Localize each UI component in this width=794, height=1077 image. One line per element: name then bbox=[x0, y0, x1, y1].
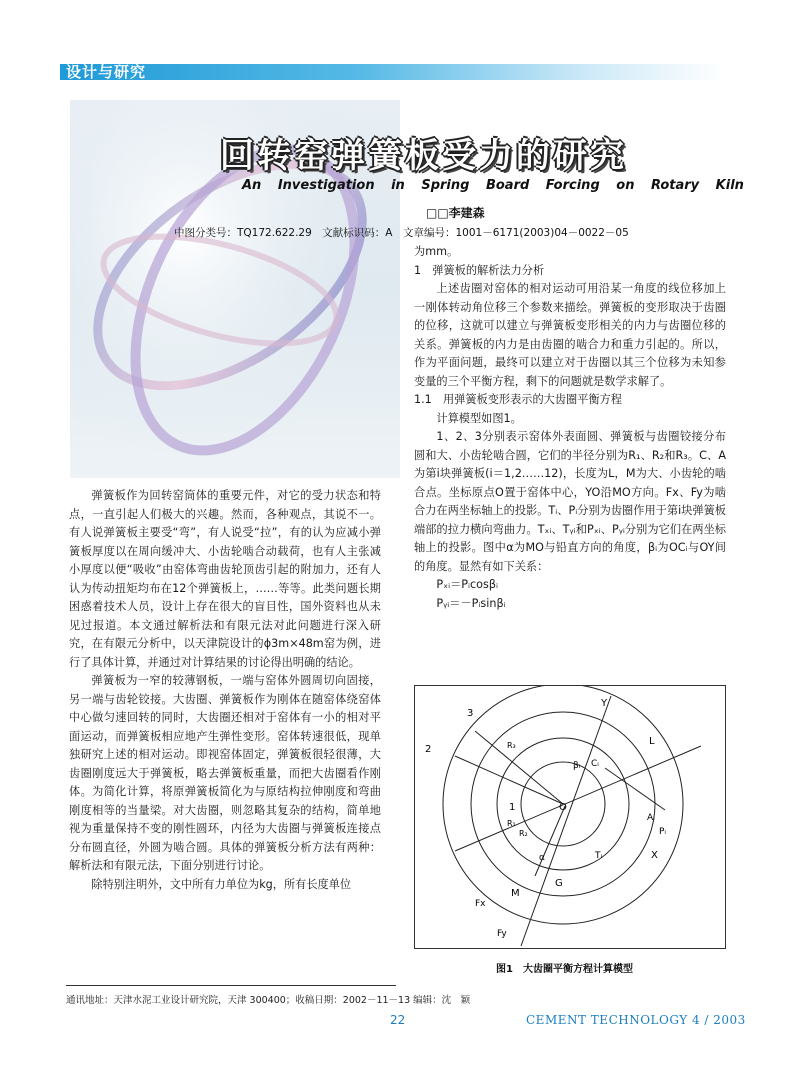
label-pi: Pᵢ bbox=[659, 827, 667, 837]
subsection-heading: 1.1 用弹簧板变形表示的大齿圈平衡方程 bbox=[414, 393, 622, 406]
label-r3: R₃ bbox=[507, 741, 516, 750]
right-column bbox=[414, 243, 726, 613]
label-1: 1 bbox=[509, 802, 516, 813]
left-column bbox=[69, 487, 381, 894]
label-alpha: α bbox=[539, 853, 545, 863]
figure-caption: 图1 大齿圈平衡方程计算模型 bbox=[496, 964, 633, 975]
label-3: 3 bbox=[467, 708, 474, 719]
footnote-divider bbox=[66, 985, 396, 986]
label-ti: Tᵢ bbox=[595, 851, 603, 861]
label-ci: Cᵢ bbox=[591, 759, 599, 769]
label-fx: Fx bbox=[475, 899, 486, 909]
paragraph: 弹簧板作为回转窑筒体的重要元件，对它的受力状态和特点，一直引起人们极大的兴趣。然而，各种观点，其说不一。有人说弹簧板主要受“弯”，有人说受“拉”，有的认为应减小弹簧板厚度以在周向缓冲大、小齿轮啮合动载荷，也有人主张减小厚度以便“吸收”由窑体弯曲齿轮顶齿引起的附加力，还有人认为传动扭矩均布在12个弹簧板上，……等等。此类问题长期困惑着技术人员，设计上存在很大的盲目性，国外资料也从未见过报道。本文通过解析法和有限元法对此问题进行深入研究，在有限元分析中，以天津院设计的ϕ3m×48m窑为例，进行了具体计算，并通过对计算结果的讨论得出明确的结论。 bbox=[69, 489, 381, 669]
paragraph-continuation: 为mm。 bbox=[414, 245, 459, 258]
paragraph: 1、2、3分别表示窑体外表面圆、弹簧板与齿圈铰接分布圆和大、小齿轮啮合圆，它们的半径分别为R₁、R₂和R₃。C、A为第i块弹簧板(i＝1,2……12)，长度为L，M为大、小齿轮的啮合点。坐标原点O置于窑体中心，YO沿MO方向。Fx、Fy为啮合力在两坐标轴上的投影。Tᵢ、Pᵢ分别为齿圈作用于第i块弹簧板端部的拉力横向弯曲力。Tₓᵢ、Tᵧᵢ和Pₓᵢ、Pᵧᵢ分别为它们在两坐标轴上的投影。图中α为MO与铅直方向的角度，βᵢ为OCᵢ与OY间的角度。显然有如下关系： bbox=[414, 430, 726, 573]
author: □□李建森 bbox=[426, 206, 485, 220]
paragraph: 除特别注明外，文中所有力单位为kg，所有长度单位 bbox=[91, 877, 352, 891]
page-number: 22 bbox=[390, 1013, 406, 1027]
paragraph: 弹簧板为一窄的较薄钢板，一端与窑体外圆周切向固接，另一端与齿轮铰接。大齿圈、弹簧板作为刚体在随窑体绕窑体中心做匀速回转的同时，大齿圈还相对于窑体有一小的相对平面运动，而弹簧板相应地产生弹性变形。窑体转速很低，现单独研究上述的相对运动。即视窑体固定，弹簧板很轻很薄，大齿圈刚度远大于弹簧板，略去弹簧板重量，而把大齿圈看作刚体。为简化计算，将原弹簧板简化为与原结构拉伸刚度和弯曲刚度相等的当量梁。对大齿圈，则忽略其复杂的结构，简单地视为重量保持不变的刚性圆环，内径为大齿圈与弹簧板连接点分布圆直径，外圆为啮合圆。具体的弹簧板分析方法有两种：解析法和有限元法，下面分别进行讨论。 bbox=[69, 674, 381, 872]
label-beta: βᵢ bbox=[573, 761, 581, 771]
formula: Pᵧᵢ＝－Pᵢsinβᵢ bbox=[436, 596, 506, 610]
label-ai: Aᵢ bbox=[647, 813, 655, 823]
force-model-diagram bbox=[415, 686, 725, 948]
section-header-bar bbox=[60, 64, 724, 80]
classification-meta: 中图分类号：TQ172.622.29 文献标识码：A 文章编号：1001－6171(2003)04－0022－05 bbox=[174, 227, 629, 239]
label-g: G bbox=[555, 878, 563, 889]
label-r2: R₂ bbox=[519, 829, 528, 838]
paragraph: 上述齿圈对窑体的相对运动可用沿某一角度的线位移加上一刚体转动角位移三个参数来描绘。弹簧板的变形取决于齿圈的位移，这就可以建立与弹簧板变形相关的内力与齿圈位移的关系。弹簧板的内力是由齿圈的啮合力和重力引起的。所以，作为平面问题，最终可以建立对于齿圈以其三个位移为未知参变量的三个平衡方程，剩下的问题就是数学求解了。 bbox=[414, 282, 726, 388]
formula: Pₓᵢ＝Pᵢcosβᵢ bbox=[436, 578, 498, 591]
label-m: M bbox=[511, 888, 520, 899]
article-title-english: An Investigation in Spring Board Forcing on Rotary Kiln bbox=[242, 178, 744, 193]
paragraph: 计算模型如图1。 bbox=[436, 411, 522, 425]
label-fy: Fy bbox=[497, 929, 507, 939]
figure-1 bbox=[414, 685, 726, 949]
label-y: Y bbox=[601, 698, 608, 709]
section-tag: 设计与研究 bbox=[66, 63, 147, 81]
label-r1: R₁ bbox=[507, 819, 516, 828]
label-x: X bbox=[651, 850, 658, 861]
section-heading: 1 弹簧板的解析法力分析 bbox=[414, 263, 545, 277]
article-title: 回转窑弹簧板受力的研究 bbox=[220, 136, 627, 176]
label-o: O bbox=[559, 802, 567, 813]
journal-name: CEMENT TECHNOLOGY 4 / 2003 bbox=[526, 1013, 746, 1027]
label-2: 2 bbox=[425, 744, 432, 755]
label-l: L bbox=[649, 736, 655, 747]
footnote-address: 通讯地址：天津水泥工业设计研究院，天津 300400；收稿日期：2002－11－13 编辑：沈 颖 bbox=[66, 995, 471, 1006]
y-axis bbox=[521, 696, 611, 946]
